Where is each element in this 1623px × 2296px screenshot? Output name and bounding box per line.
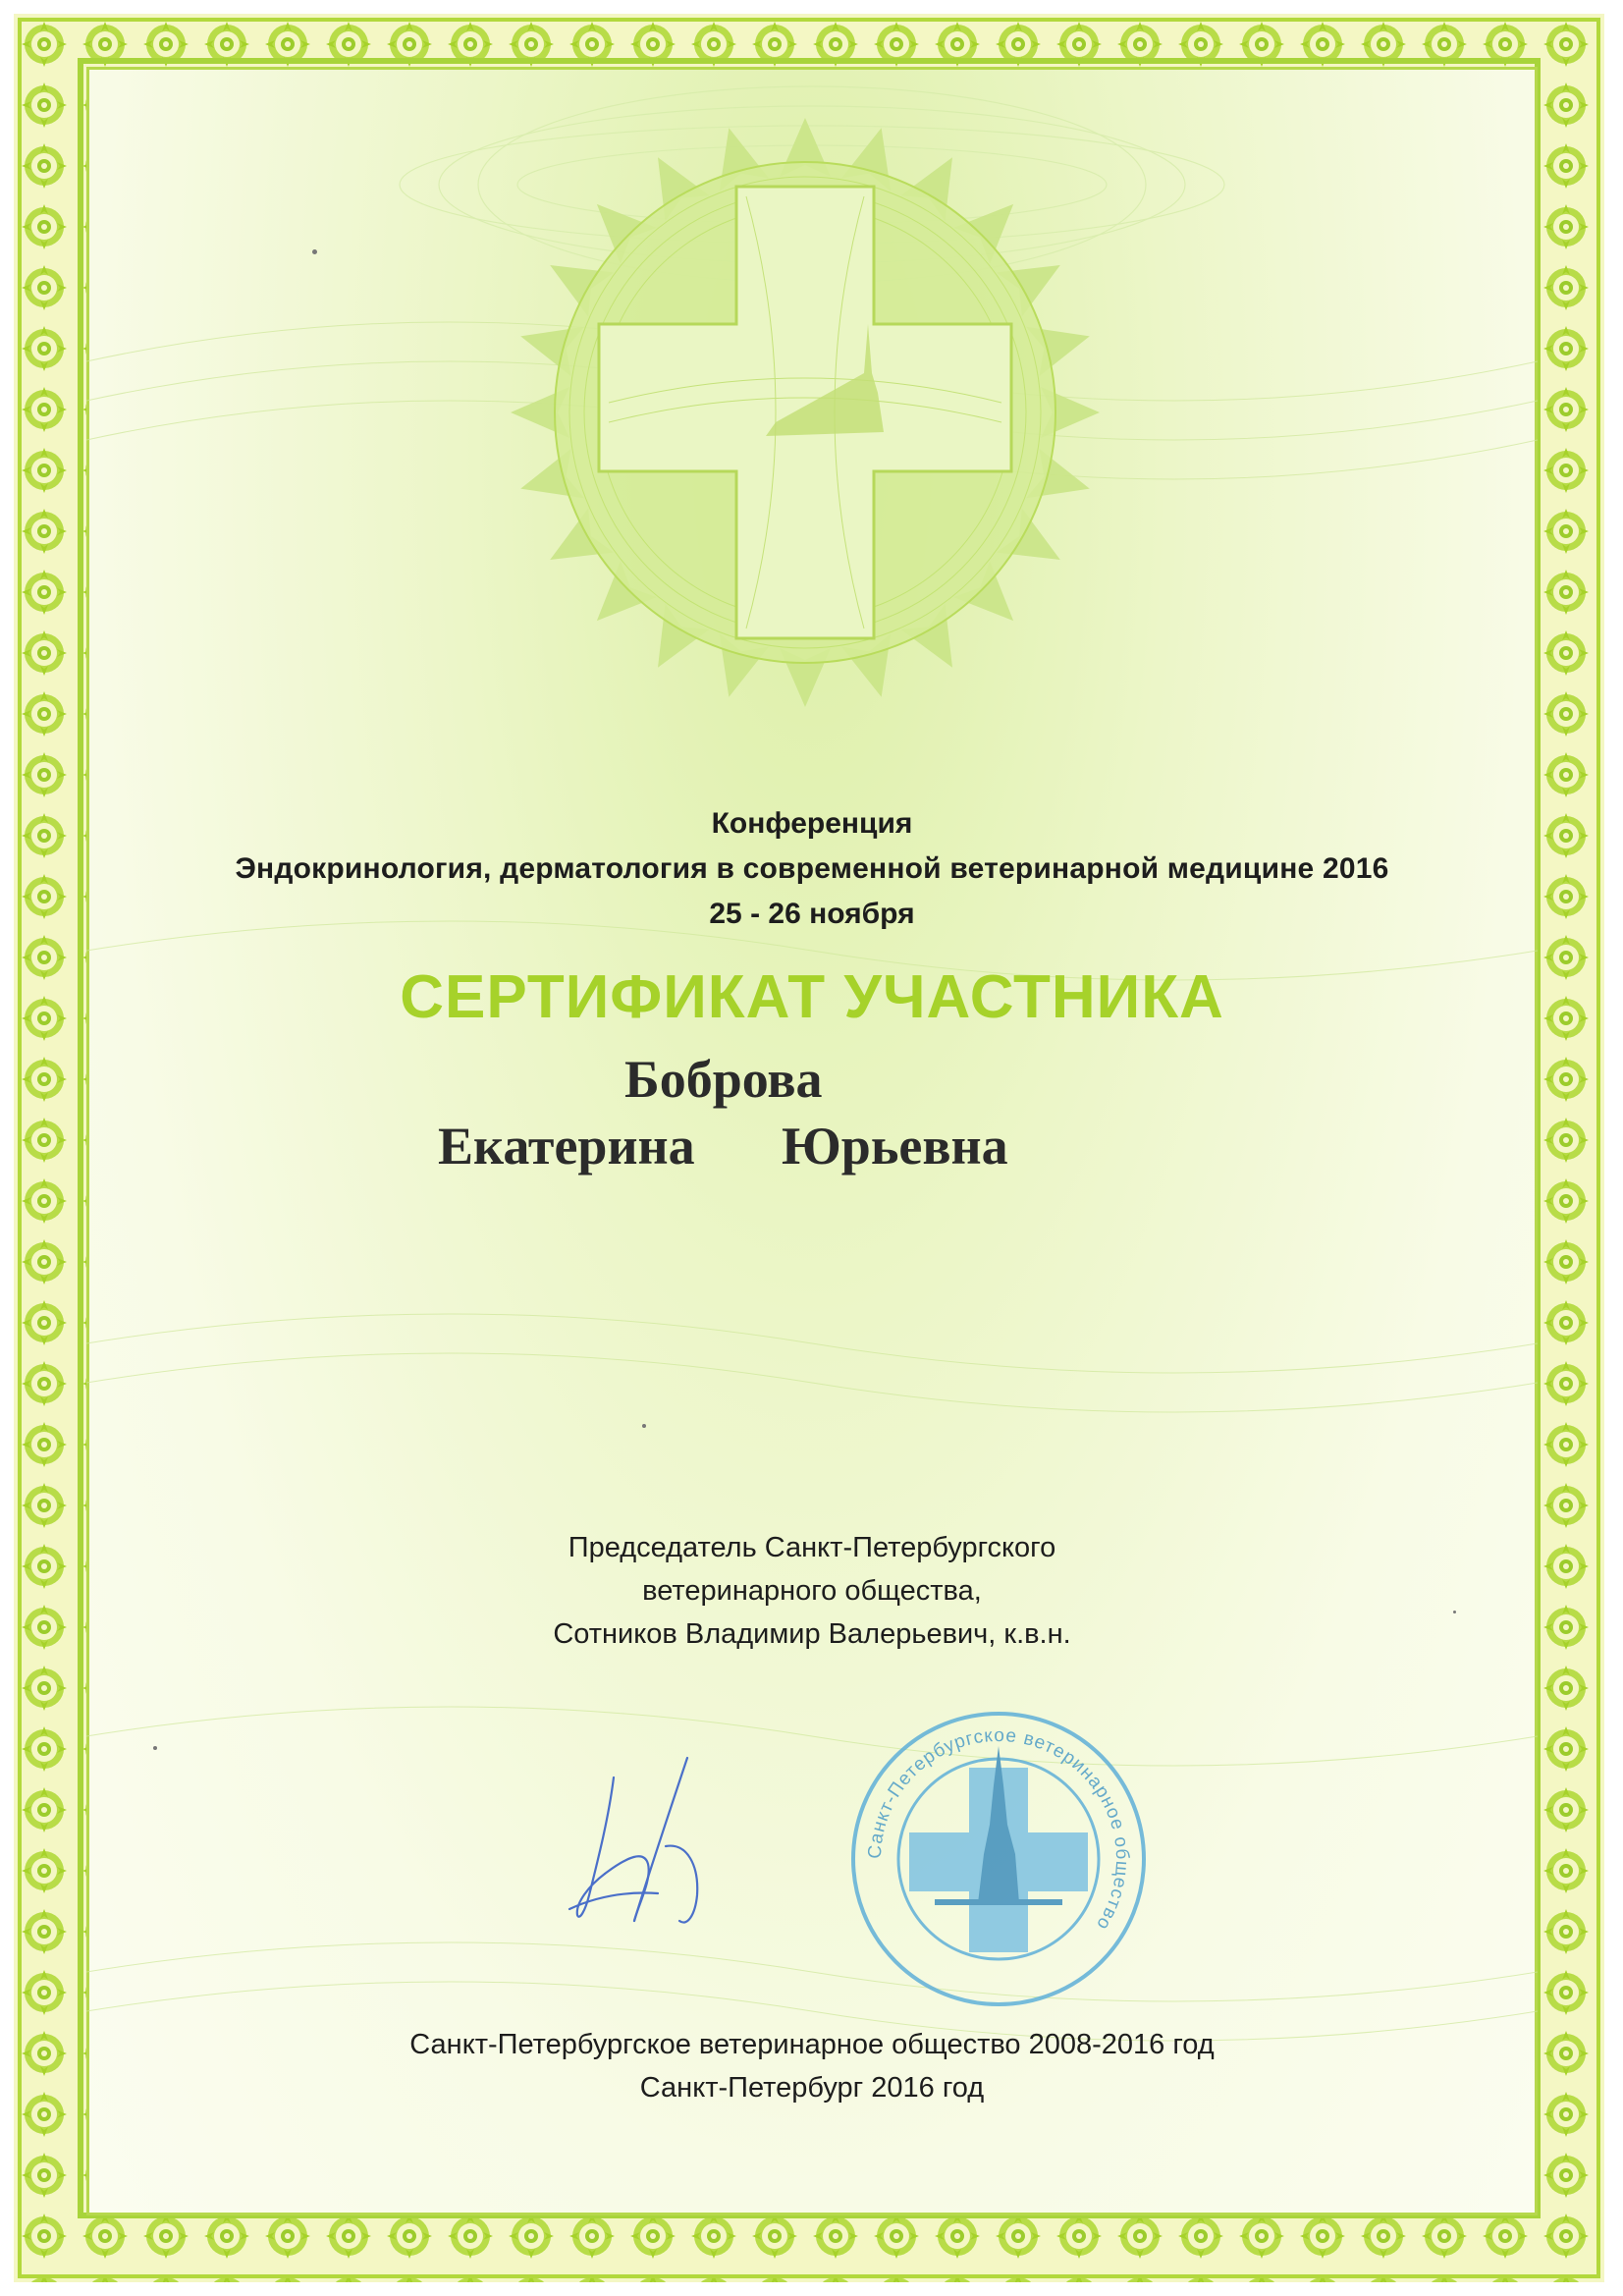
stamp-text: Санкт-Петербургское ветеринарное общество [864, 1724, 1133, 1935]
scan-speck [153, 1746, 157, 1750]
scan-speck [312, 249, 317, 254]
veterinary-cross-emblem [511, 88, 1100, 737]
scan-speck [642, 1424, 646, 1428]
scan-speck [1453, 1611, 1456, 1613]
conference-label: Конференция [711, 807, 913, 840]
participant-patronymic: Юрьевна [782, 1117, 1008, 1175]
chairman-line-3: Сотников Владимир Валерьевич, к.в.н. [553, 1618, 1071, 1650]
chairman-line-2: ветеринарного общества, [642, 1575, 982, 1607]
conference-dates: 25 - 26 ноября [709, 898, 915, 930]
handwritten-signature [550, 1748, 736, 1944]
conference-name: Эндокринология, дерматология в современной ветеринарной медицине 2016 [235, 852, 1389, 885]
society-stamp [846, 1707, 1151, 2011]
footer-society-years: Санкт-Петербургское ветеринарное общество 2008-2016 год [409, 2029, 1215, 2060]
chairman-line-1: Председатель Санкт-Петербургского [568, 1532, 1056, 1563]
certificate-title: СЕРТИФИКАТ УЧАСТНИКА [400, 963, 1224, 1031]
participant-surname: Боброва [624, 1050, 823, 1109]
footer-city-year: Санкт-Петербург 2016 год [639, 2072, 985, 2104]
participant-first-name: Екатерина [438, 1117, 695, 1175]
